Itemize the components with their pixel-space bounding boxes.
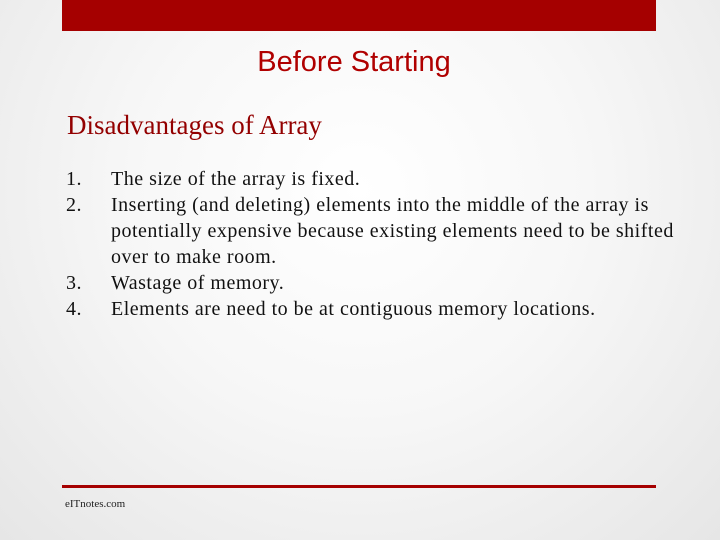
list-item-number: 3. — [66, 272, 82, 294]
list-item-text: Inserting (and deleting) elements into the middle of the array is potentially expensive because existing elements need to be shifted over to make room. — [111, 194, 674, 268]
list-item-number: 4. — [66, 298, 82, 320]
list-item-text: The size of the array is fixed. — [111, 168, 361, 190]
bottom-divider — [62, 485, 656, 488]
section-heading: Disadvantages of Array — [67, 110, 322, 140]
list-item-text: Wastage of memory. — [111, 272, 285, 294]
list-item — [66, 270, 706, 296]
list-item — [66, 192, 706, 270]
list-item-text: Elements are need to be at contiguous memory locations. — [111, 298, 596, 320]
disadvantages-list — [66, 166, 706, 322]
footer-site-label: eITnotes.com — [65, 498, 126, 510]
top-accent-bar — [62, 0, 656, 31]
list-item-number: 1. — [66, 168, 82, 190]
list-item — [66, 296, 706, 322]
slide-title: Before Starting — [257, 46, 451, 78]
list-item — [66, 166, 706, 192]
list-item-number: 2. — [66, 194, 82, 216]
